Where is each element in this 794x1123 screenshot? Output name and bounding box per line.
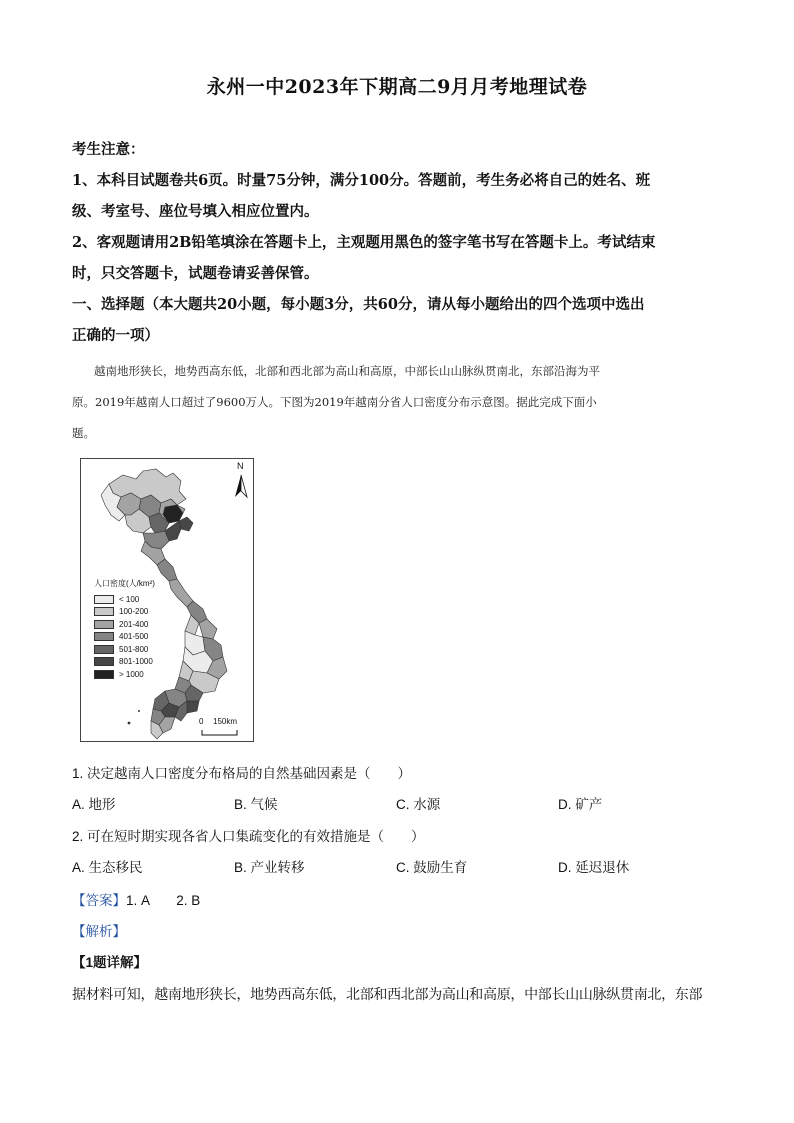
answer-tag: 【答案】 (72, 893, 126, 908)
notice-heading: 考生注意： (72, 141, 145, 158)
material-paragraph (72, 356, 722, 449)
material-line: 题。 (72, 426, 95, 440)
q1-option-b[interactable]: B. 气候 (234, 797, 278, 812)
detail-text: 据材料可知，越南地形狭长，地势西高东低，北部和西北部为高山和高原，中部长山山脉纵贯南北，东部 (72, 987, 703, 1003)
notice-line: 级、考室号、座位号填入相应位置内。 (72, 203, 319, 220)
legend-item (94, 606, 155, 619)
q1-option-c[interactable]: C. 水源 (396, 797, 441, 812)
legend-swatch (94, 657, 114, 666)
legend-label: 201-400 (119, 619, 149, 629)
legend-swatch (94, 607, 114, 616)
q2-option-c[interactable]: C. 鼓励生育 (396, 860, 468, 875)
legend-label: 401-500 (119, 632, 149, 642)
vietnam-population-density-map (80, 458, 254, 742)
q2-option-d[interactable]: D. 延迟退休 (558, 860, 630, 875)
scale-bar (199, 717, 254, 739)
section-heading: 一、选择题（本大题共20小题，每小题3分，共60分，请从每小题给出的四个选项中选出 (72, 296, 645, 313)
legend-swatch (94, 632, 114, 641)
legend-label: < 100 (119, 594, 140, 604)
question-1-stem: 1. 决定越南人口密度分布格局的自然基础因素是（ ） (72, 766, 412, 781)
legend-label: > 1000 (119, 669, 144, 679)
answer-line (72, 889, 200, 909)
q2-option-a[interactable]: A. 生态移民 (72, 860, 143, 875)
page-title: 永州一中2023年下期高二9月月考地理试卷 (206, 76, 588, 98)
legend-item (94, 668, 155, 681)
q2-option-b[interactable]: B. 产业转移 (234, 860, 305, 875)
legend-item (94, 593, 155, 606)
legend-item (94, 631, 155, 644)
legend-item (94, 656, 155, 669)
section-heading-cont: 正确的一项） (72, 327, 159, 344)
map-legend (94, 578, 155, 681)
notice-line: 1、本科目试题卷共6页。时量75分钟，满分100分。答题前，考生务必将自己的姓名、班 (72, 172, 651, 189)
legend-swatch (94, 645, 114, 654)
question-2-stem: 2. 可在短时期实现各省人口集疏变化的有效措施是（ ） (72, 829, 425, 844)
detail-tag: 【1题详解】 (72, 955, 148, 970)
q1-option-a[interactable]: A. 地形 (72, 797, 116, 812)
scale-bar-line (201, 729, 241, 737)
legend-item (94, 618, 155, 631)
legend-swatch (94, 595, 114, 604)
notice-line: 2、客观题请用2B铅笔填涂在答题卡上，主观题用黑色的签字笔书写在答题卡上。考试结束 (72, 234, 656, 251)
north-label: N (237, 461, 244, 471)
answer-text: 1. A 2. B (126, 893, 201, 908)
material-line: 越南地形狭长，地势西高东低，北部和西北部为高山和高原，中部长山山脉纵贯南北，东部沿海为平 (94, 364, 600, 378)
legend-label: 801-1000 (119, 657, 153, 667)
legend-item (94, 643, 155, 656)
legend-label: 501-800 (119, 644, 149, 654)
legend-swatch (94, 620, 114, 629)
scale-label: 150km (213, 717, 238, 726)
analysis-tag: 【解析】 (72, 924, 126, 939)
legend-swatch (94, 670, 114, 679)
legend-label: 100-200 (119, 607, 149, 617)
q1-option-d[interactable]: D. 矿产 (558, 797, 603, 812)
legend-title: 人口密度(人/km²) (94, 579, 155, 588)
material-line: 原。2019年越南人口超过了9600万人。下图为2019年越南分省人口密度分布示意图。据此完成下面小 (72, 395, 597, 409)
notice-line: 时，只交答题卡，试题卷请妥善保管。 (72, 265, 319, 282)
north-arrow-icon (231, 463, 251, 503)
scale-zero: 0 (199, 717, 204, 726)
